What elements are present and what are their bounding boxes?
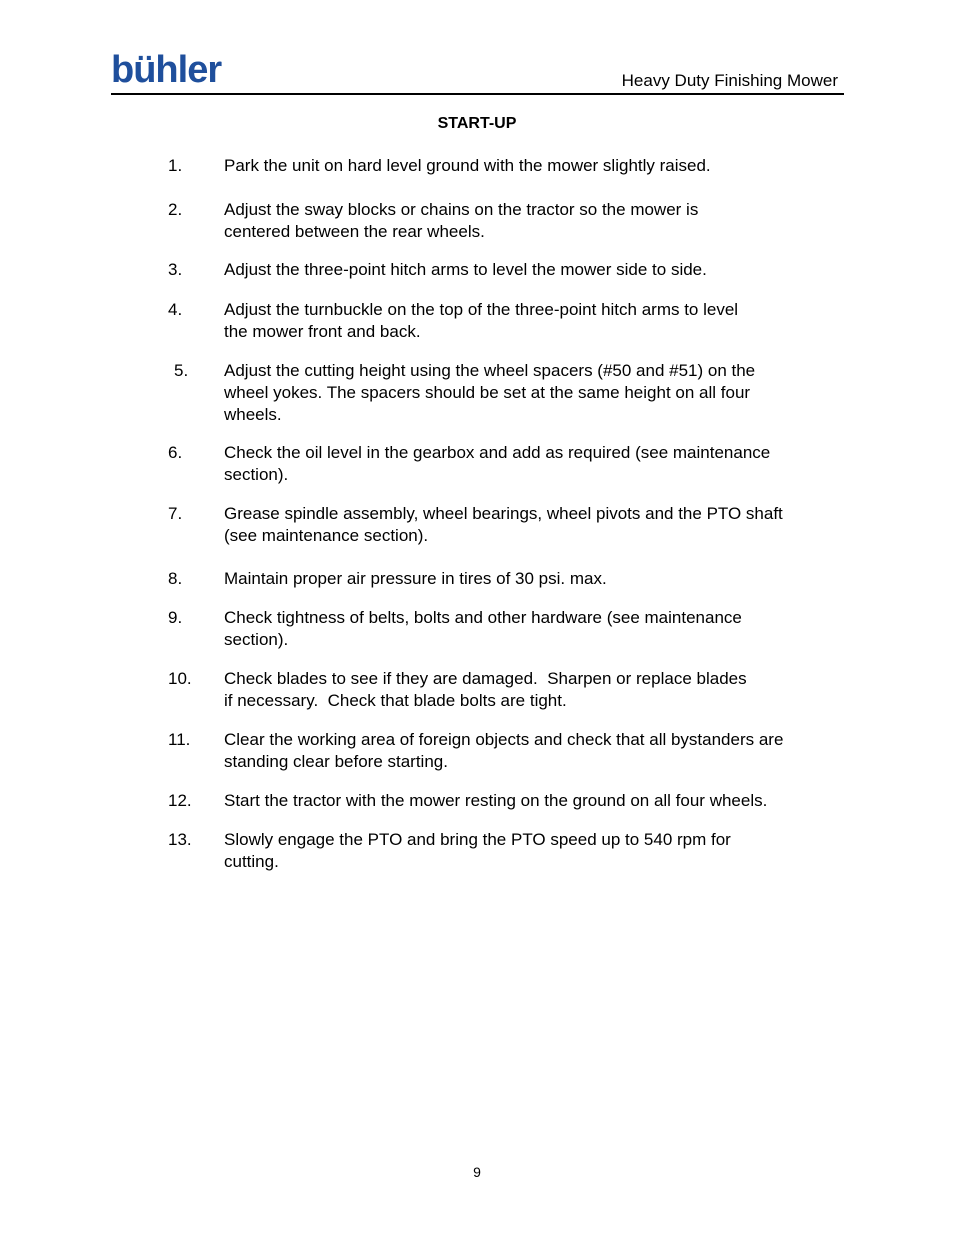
section-title: START-UP xyxy=(437,115,517,132)
item-number: 3. xyxy=(168,260,183,279)
item-number: 5. xyxy=(174,361,189,380)
item-text: Adjust the turnbuckle on the top of the three-point hitch arms to level the mower front and back. xyxy=(224,300,739,341)
item-text: Adjust the three-point hitch arms to level the mower side to side. xyxy=(224,260,707,279)
item-text: Clear the working area of foreign objects and check that all bystanders are standing clear before starting. xyxy=(224,730,784,771)
item-number: 9. xyxy=(168,608,183,627)
item-number: 6. xyxy=(168,443,183,462)
item-number: 2. xyxy=(168,200,183,219)
item-text: Check the oil level in the gearbox and add as required (see maintenance section). xyxy=(224,443,771,484)
document-title: Heavy Duty Finishing Mower xyxy=(621,71,838,90)
buhler-logo: bühler xyxy=(111,49,222,91)
item-number: 12. xyxy=(168,791,192,810)
item-number: 13. xyxy=(168,830,192,849)
item-number: 11. xyxy=(168,730,191,749)
header-divider xyxy=(111,93,844,95)
item-text: Adjust the cutting height using the wheel spacers (#50 and #51) on the wheel yokes. The spacers should be set at the same height on all four wheels. xyxy=(224,361,756,424)
item-text: Maintain proper air pressure in tires of 30 psi. max. xyxy=(224,569,607,588)
item-text: Adjust the sway blocks or chains on the tractor so the mower is centered between the rear wheels. xyxy=(224,200,699,241)
item-text: Check tightness of belts, bolts and other hardware (see maintenance section). xyxy=(224,608,742,649)
item-text: Grease spindle assembly, wheel bearings, wheel pivots and the PTO shaft (see maintenance section). xyxy=(224,504,783,545)
item-number: 8. xyxy=(168,569,183,588)
item-text: Park the unit on hard level ground with the mower slightly raised. xyxy=(224,156,711,175)
item-number: 7. xyxy=(168,504,183,523)
item-number: 4. xyxy=(168,300,183,319)
item-text: Start the tractor with the mower resting on the ground on all four wheels. xyxy=(224,791,768,810)
item-text: Check blades to see if they are damaged. Sharpen or replace blades if necessary. Check that blade bolts are tight. xyxy=(224,669,747,710)
page-number: 9 xyxy=(473,1164,481,1180)
item-number: 1. xyxy=(168,156,183,175)
item-number: 10. xyxy=(168,669,192,688)
item-text: Slowly engage the PTO and bring the PTO speed up to 540 rpm for cutting. xyxy=(224,830,731,871)
